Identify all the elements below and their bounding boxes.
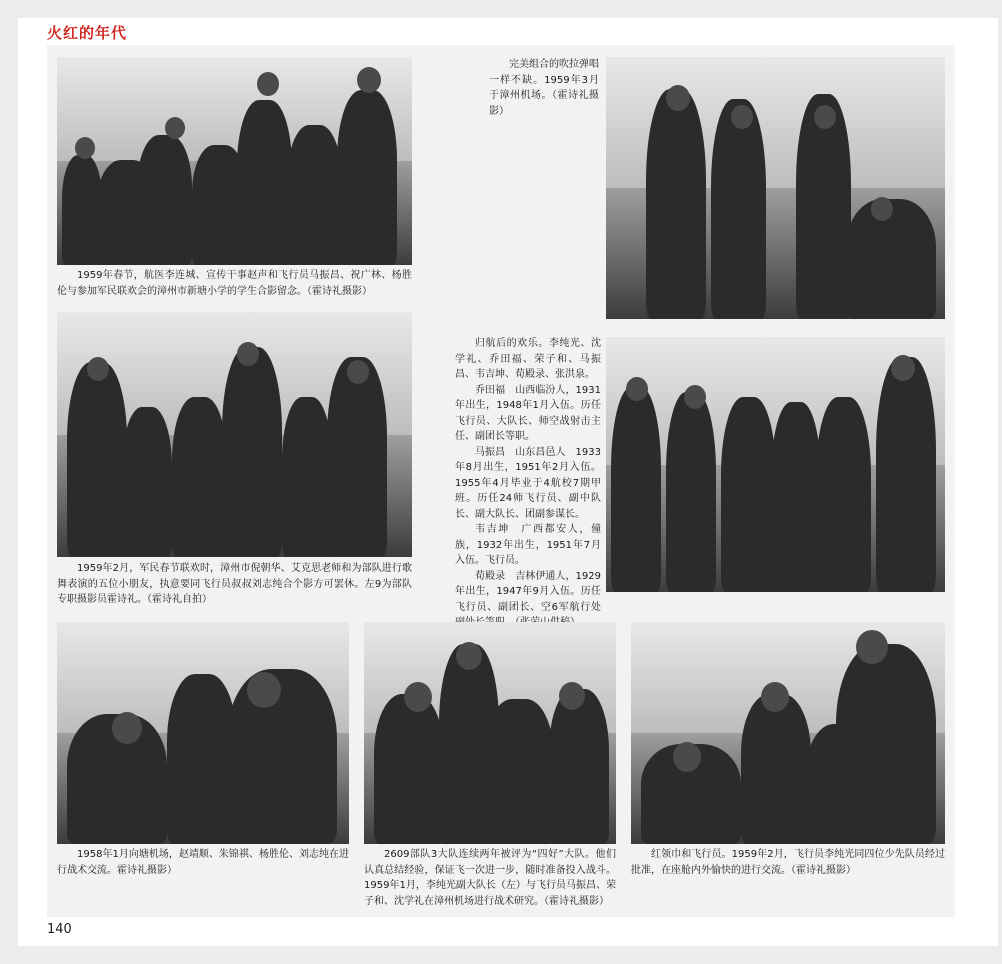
page-number: 140 [47,922,72,937]
photo-music-band [606,57,945,319]
caption-new-year-group: 1959年春节，航医李连城、宣传干事赵声和飞行员马振昌、祝广林、杨胜伦与参加军民联欢会的漳州市新塘小学的学生合影留念。（霍诗礼摄影） [57,270,412,297]
caption-return-flight: 归航后的欢乐。李纯光、沈学礼、乔田福、荣子和、马振昌、韦吉坤、荀殿录、张洪泉。 乔田福 山西临汾人，1931年出生，1948年1月入伍。历任飞行员、大队长、师空战射击主任、副团长等职。 马振昌 山东昌邑人 1933年8月出生，1951年2月入伍。1955年4月毕业于4航校7期甲班。历任24师飞行员、副中队长、副大队长、团副参谋长。 韦吉坤 广西都安人，僮族，1932年出生，1951年7月入伍。飞行员。 荀殿录 吉林伊通人，1929年出生，1947年9月入伍。历任飞行员、副团长、空6军航行处 [455,338,601,613]
photo-children-performance [57,312,412,557]
caption-tactics-study: 2609部队3大队连续两年被评为“四好”大队。他们认真总结经验，保证飞一次进一步，随时准备投入战斗。1959年1月，李纯光副大队长（左）与飞行员马振昌、荣子和、沈学礼在漳州机场进行战术研究。（霍诗礼摄影） [364,849,616,907]
photo-return-flight [606,337,945,592]
caption-red-scarves: 红领巾和飞行员。1959年2月，飞行员李纯光同四位少先队员经过批准，在座舱内外愉快的进行交流。（霍诗礼摄影） [631,849,945,876]
section-title: 火红的年代 [47,24,128,42]
photo-new-year-group [57,57,412,265]
caption-music-band: 完美组合的吹拉弹唱一样不缺。1959年3月于漳州机场。（霍诗礼摄影） [489,59,599,117]
caption-cockpit-exchange: 1958年1月向塘机场，赵靖顺、朱锦祺、杨胜伦、刘志纯在进行战术交流。霍诗礼摄影） [57,849,349,876]
photo-cockpit-exchange [57,622,349,844]
caption-children-performance: 1959年2月，军民春节联欢时，漳州市倪朝华、艾克思老师和为部队进行歌舞表演的五位小朋友，执意要同飞行员叔叔刘志纯合个影方可罢休。左9为部队专职摄影员霍诗礼。（霍诗礼自拍） [57,563,412,605]
photo-tactics-study [364,622,616,844]
photo-red-scarves [631,622,945,844]
